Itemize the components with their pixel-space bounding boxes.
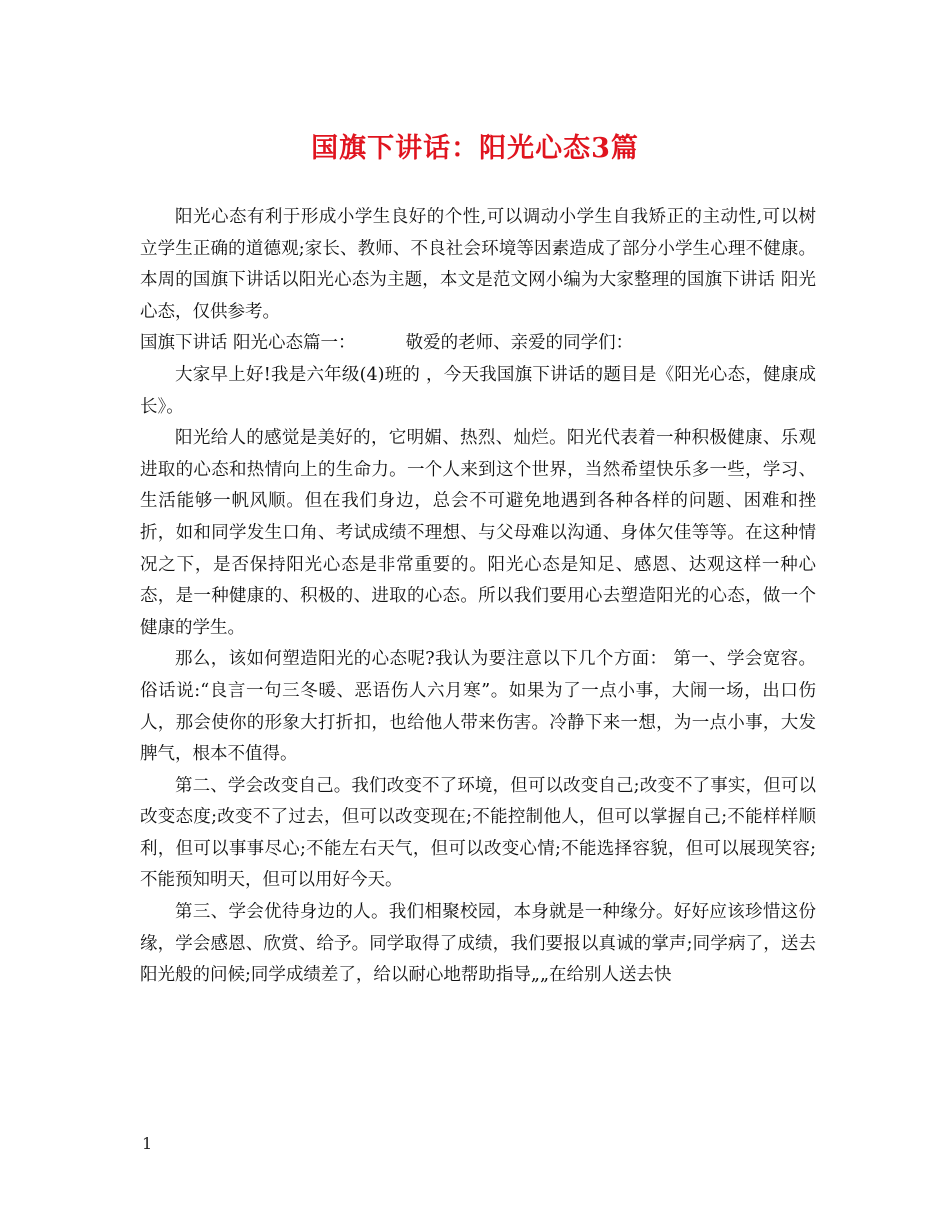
body-paragraph-4: 第二、学会改变自己。我们改变不了环境，但可以改变自己;改变不了事实，但可以改变态度;改变不了过去，但可以改变现在;不能控制他人，但可以掌握自己;不能样样顺利，但可以事事尽心;不能左右天气，但可以改变心情;不能选择容貌，但可以展现笑容;不能预知明天，但可以用好今天。: [140, 775, 816, 891]
salutation: 敬爱的老师、亲爱的同学们：: [405, 333, 634, 354]
document-body: [140, 202, 816, 992]
document-title: 国旗下讲话：阳光心态3篇: [311, 133, 639, 164]
body-paragraph-1: 大家早上好!我是六年级(4)班的 ，今天我国旗下讲话的题目是《阳光心态，健康成长》。: [140, 364, 816, 417]
body-paragraph-5: 第三、学会优待身边的人。我们相聚校园，本身就是一种缘分。好好应该珍惜这份缘，学会感恩、欣赏、给予。同学取得了成绩，我们要报以真诚的掌声;同学病了，送去阳光般的问候;同学成绩差了，给以耐心地帮助指导„„在给别人送去快: [140, 902, 816, 986]
section-heading-line: [140, 328, 816, 360]
section-heading: 国旗下讲话 阳光心态篇一：: [140, 333, 356, 354]
intro-paragraph: 阳光心态有利于形成小学生良好的个性,可以调动小学生自我矫正的主动性,可以树立学生正确的道德观;家长、教师、不良社会环境等因素造成了部分小学生心理不健康。本周的国旗下讲话以阳光心态为主题，本文是范文网小编为大家整理的国旗下讲话 阳光心态，仅供参考。: [140, 207, 816, 322]
page-number: 1: [142, 1134, 153, 1153]
body-paragraph-3: 那么，该如何塑造阳光的心态呢?我认为要注意以下几个方面： 第一、学会宽容。俗话说:“良言一句三冬暖、恶语伤人六月寒”。如果为了一点小事，大闹一场，出口伤人，那会使你的形象大打折扣，也给他人带来伤害。冷静下来一想，为一点小事，大发脾气，根本不值得。: [140, 649, 816, 765]
body-paragraph-2: 阳光给人的感觉是美好的，它明媚、热烈、灿烂。阳光代表着一种积极健康、乐观进取的心态和热情向上的生命力。一个人来到这个世界，当然希望快乐多一些，学习、生活能够一帆风顺。但在我们身边，总会不可避免地遇到各种各样的问题、困难和挫折，如和同学发生口角、考试成绩不理想、与父母难以沟通、身体欠佳等等。在这种情况之下，是否保持阳光心态是非常重要的。阳光心态是知足、感恩、达观这样一种心态，是一种健康的、积极的、进取的心态。所以我们要用心去塑造阳光的心态，做一个健康的学生。: [140, 428, 816, 638]
